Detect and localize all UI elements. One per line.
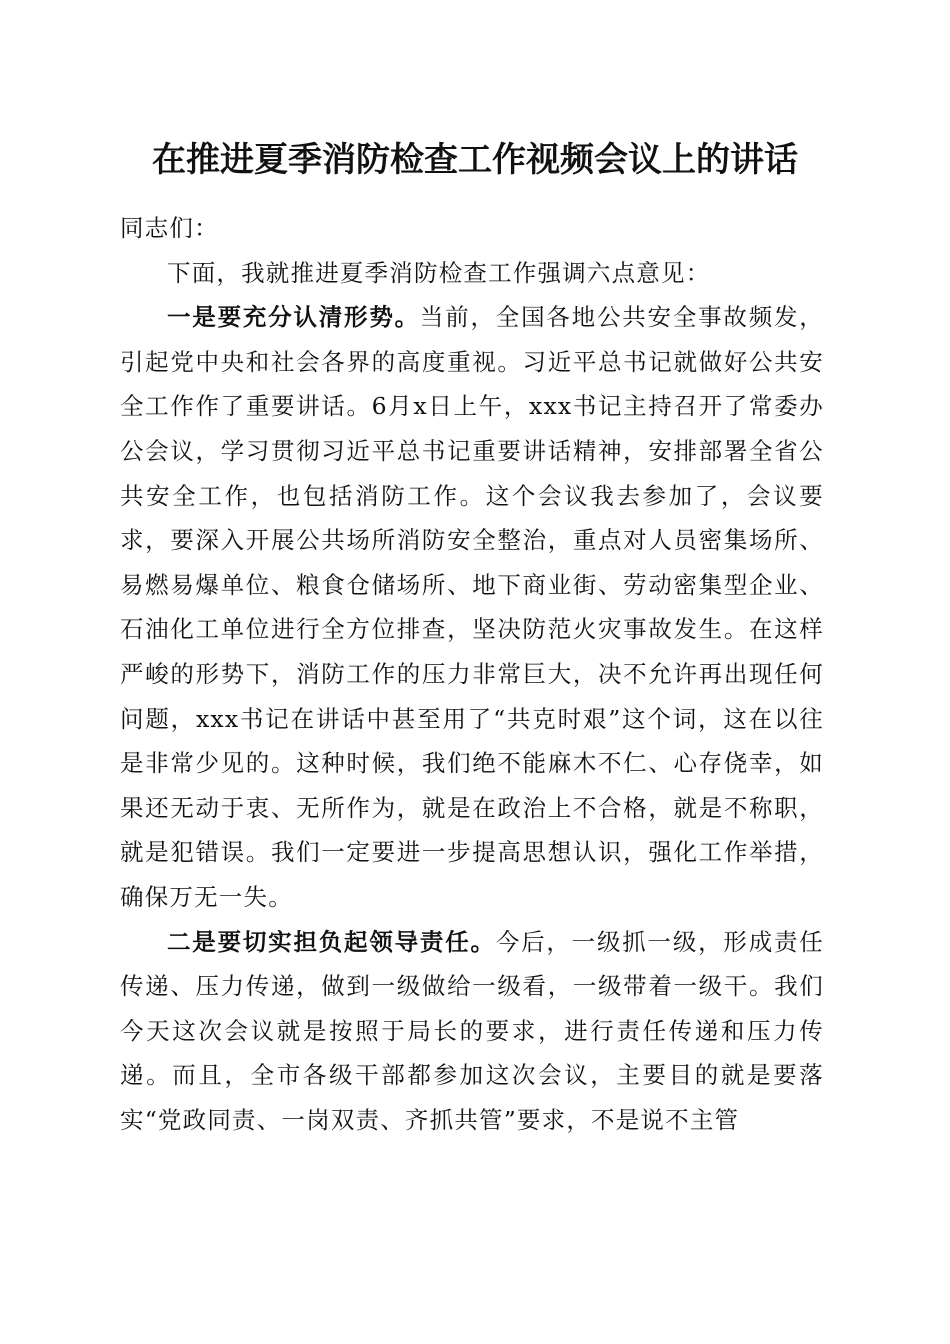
paragraph-point-one [120, 295, 824, 919]
paragraph-lead: 二是要切实担负起领导责任。 [167, 927, 496, 956]
paragraph-intro [120, 251, 824, 296]
paragraph-point-two [120, 920, 824, 1143]
paragraph-text: 今后，一级抓一级，形成责任传递、压力传递，做到一级做给一级看，一级带着一级干。我们今天这次会议就是按照于局长的要求，进行责任传递和压力传递。而且，全市各级干部都参加这次会议，主要目的就是要落实“党政同责、一岗双责、齐抓共管”要求，不是说不主管 [120, 927, 824, 1134]
paragraph-lead: 一是要充分认清形势。 [167, 303, 420, 332]
salutation: 同志们： [120, 214, 219, 242]
paragraph-text: 当前，全国各地公共安全事故频发，引起党中央和社会各界的高度重视。习近平总书记就做好公共安全工作作了重要讲话。6月x日上午，xxx书记主持召开了常委办公会议，学习贯彻习近平总书记重要讲话精神，安排部署全省公共安全工作，也包括消防工作。这个会议我去参加了，会议要求，要深入开展公共场所消防安全整治，重点对人员密集场所、易燃易爆单位、粮食仓储场所、地下商业街、劳动密集型企业、石油化工单位进行全方位排查，坚决防范火灾事故发生。在这样严峻的形势下，消防工作的压力非常巨大，决不允许再出现任何问题，xxx书记在讲话中甚至用了“共克时艰”这个词，这在以往是非常少见的。这种时候，我们绝不能麻木不仁、心存侥幸，如果还无动于衷、无所作为，就是在政治上不合格，就是不称职，就是犯错误。我们一定要进一步提高思想认识，强化工作举措，确保万无一失。 [120, 303, 824, 911]
paragraph-text: 下面，我就推进夏季消防检查工作强调六点意见： [167, 258, 711, 287]
document-body [120, 206, 824, 1142]
document-title: 在推进夏季消防检查工作视频会议上的讲话 [152, 140, 798, 180]
